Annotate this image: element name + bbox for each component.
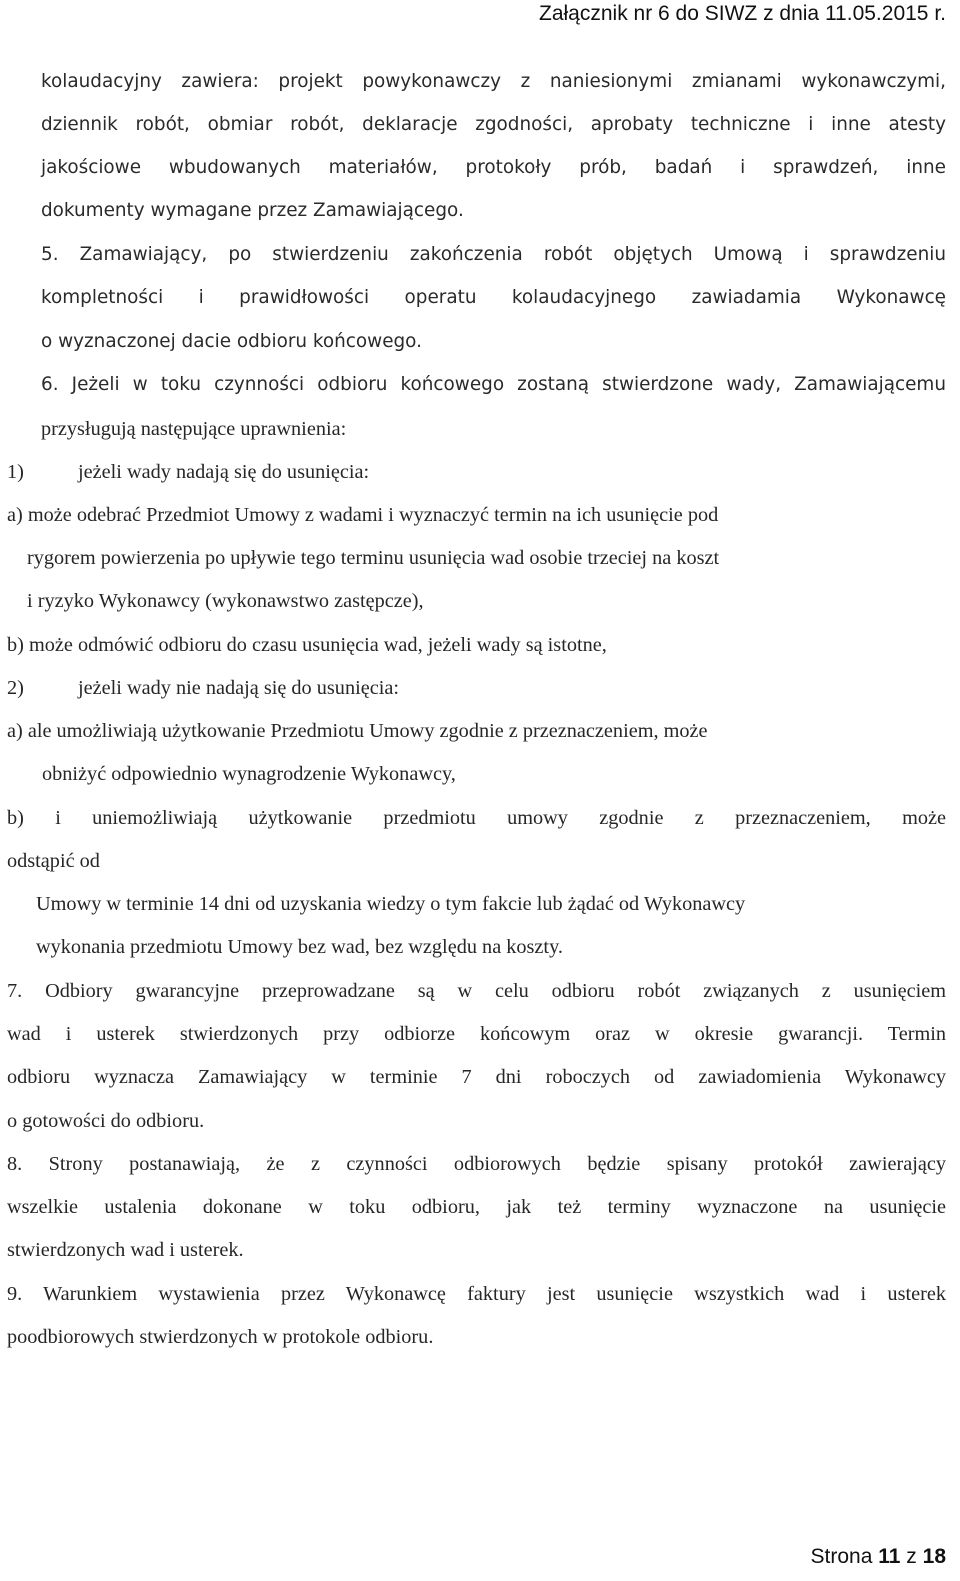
list-marker: 2)	[7, 677, 24, 699]
text-line: 9. Warunkiem wystawienia przez Wykonawcę faktury jest usunięcie wszystkich wad i usterek	[7, 1283, 946, 1305]
text-line: rygorem powierzenia po upływie tego terminu usunięcia wad osobie trzeciej na koszt	[27, 547, 720, 569]
current-page: 11	[878, 1545, 901, 1568]
list-marker: 1)	[7, 461, 24, 483]
text-line: 7. Odbiory gwarancyjne przeprowadzane są w celu odbioru robót związanych z usunięciem	[7, 980, 946, 1002]
page-separator: z	[906, 1545, 917, 1568]
text-line: odstąpić od	[7, 850, 100, 872]
text-line: kolaudacyjny zawiera: projekt powykonawczy z naniesionymi zmianami wykonawczymi,	[41, 71, 946, 92]
text-line: 6. Jeżeli w toku czynności odbioru końcowego zostaną stwierdzone wady, Zamawiającemu	[41, 374, 946, 395]
text-line: wszelkie ustalenia dokonane w toku odbioru, jak też terminy wyznaczone na usunięcie	[7, 1196, 946, 1218]
text-line: poodbiorowych stwierdzonych w protokole odbioru.	[7, 1326, 434, 1348]
page-number	[811, 1545, 946, 1569]
text-line: 5. Zamawiający, po stwierdzeniu zakończenia robót objętych Umową i sprawdzeniu	[41, 244, 946, 265]
total-pages: 18	[922, 1545, 946, 1568]
text-line: a) może odebrać Przedmiot Umowy z wadami i wyznaczyć termin na ich usunięcie pod	[7, 504, 719, 526]
text-line: przysługują następujące uprawnienia:	[41, 418, 347, 440]
text-line: dziennik robót, obmiar robót, deklaracje zgodności, aprobaty techniczne i inne atesty	[41, 114, 946, 135]
text-line: jeżeli wady nie nadają się do usunięcia:	[78, 677, 399, 699]
text-line: wykonania przedmiotu Umowy bez wad, bez względu na koszty.	[36, 936, 563, 958]
text-line: i ryzyko Wykonawcy (wykonawstwo zastępcze),	[27, 590, 424, 612]
text-line: o gotowości do odbioru.	[7, 1110, 205, 1132]
text-line: jeżeli wady nadają się do usunięcia:	[78, 461, 370, 483]
text-line: stwierdzonych wad i usterek.	[7, 1239, 244, 1261]
text-line: odbioru wyznacza Zamawiający w terminie 7 dni roboczych od zawiadomienia Wykonawcy	[7, 1066, 946, 1088]
text-line: Umowy w terminie 14 dni od uzyskania wiedzy o tym fakcie lub żądać od Wykonawcy	[36, 893, 746, 915]
text-line: kompletności i prawidłowości operatu kolaudacyjnego zawiadamia Wykonawcę	[41, 287, 946, 308]
text-line: b) i uniemożliwiają użytkowanie przedmiotu umowy zgodnie z przeznaczeniem, może	[7, 807, 946, 829]
page-label: Strona	[810, 1545, 873, 1568]
text-line: a) ale umożliwiają użytkowanie Przedmiotu Umowy zgodnie z przeznaczeniem, może	[7, 720, 708, 742]
text-line: o wyznaczonej dacie odbioru końcowego.	[41, 331, 422, 352]
text-line: b) może odmówić odbioru do czasu usunięcia wad, jeżeli wady są istotne,	[7, 634, 607, 656]
page-header: Załącznik nr 6 do SIWZ z dnia 11.05.2015 r.	[539, 2, 946, 25]
text-line: obniżyć odpowiednio wynagrodzenie Wykonawcy,	[42, 763, 456, 785]
text-line: dokumenty wymagane przez Zamawiającego.	[41, 200, 464, 221]
text-line: jakościowe wbudowanych materiałów, protokoły prób, badań i sprawdzeń, inne	[41, 157, 946, 178]
text-line: wad i usterek stwierdzonych przy odbiorze końcowym oraz w okresie gwarancji. Termin	[7, 1023, 946, 1045]
text-line: 8. Strony postanawiają, że z czynności odbiorowych będzie spisany protokół zawierający	[7, 1153, 946, 1175]
